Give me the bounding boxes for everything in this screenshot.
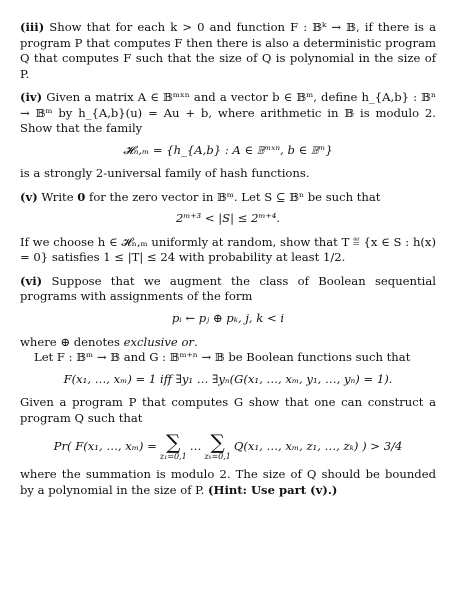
closing-text: where the summation is modulo 2. The size of Q should be bounded by a polynomial in the size of P. (20, 467, 436, 497)
part-vi-paragraph (20, 274, 436, 305)
probability-rhs: Q(x₁, …, xₘ, z₁, …, zₖ) ) > 3/4 (233, 438, 403, 453)
xor-definition (20, 335, 436, 351)
given-program-text: Given a program P that computes G show that one can construct a program Q such that (20, 395, 436, 425)
summation-2-subscript: zₖ=0,1 (204, 452, 231, 462)
probability-lhs: Pr( F(x₁, …, xₘ) = (53, 438, 157, 453)
hint-text: (Hint: Use part (v).) (208, 482, 338, 497)
closing-paragraph (20, 467, 436, 498)
part-vi-label: (vi) (20, 273, 43, 288)
part-iv (20, 90, 436, 182)
part-vi (20, 274, 436, 498)
exclusive-or-term: exclusive or (123, 334, 194, 349)
part-v-paragraph (20, 190, 436, 206)
xor-definition-post: . (193, 334, 198, 349)
part-iv-text: Given a matrix A ∈ 𝔹ᵐˣⁿ and a vector b ∈ 𝔹ᵐ, define h_{A,b} : 𝔹ⁿ → 𝔹ᵐ by h_{A,b}(u) = Au + b, where arithmetic in 𝔹 is modulo 2. Show that the family (20, 90, 436, 136)
summation-1-subscript: z₁=0,1 (159, 452, 187, 462)
part-v-label: (v) (20, 189, 38, 204)
zero-vector-symbol: 0 (77, 189, 86, 204)
part-v-conclusion: If we choose h ∈ 𝓗ₙ,ₘ uniformly at random, show that T ≝ {x ∈ S : h(x) = 0} satisfies 1 ≤ |T| ≤ 24 with probability at least 1/2. (20, 234, 436, 265)
sigma-symbol-2: ∑ (210, 430, 225, 455)
part-iv-paragraph (20, 90, 436, 137)
part-v (20, 190, 436, 266)
summation-1 (160, 432, 187, 461)
part-v-text-pre: Write (41, 189, 78, 204)
part-vi-text: Suppose that we augment the class of Boolean sequential programs with assignments of the form (20, 273, 436, 304)
part-iii-paragraph (20, 20, 436, 82)
part-v-text-post: for the zero vector in 𝔹ᵐ. Let S ⊆ 𝔹ⁿ be such that (85, 189, 381, 204)
summation-2 (204, 432, 231, 461)
f-definition-equation: F(x₁, …, xₘ) = 1 iff ∃y₁ … ∃yₙ(G(x₁, …, xₘ, y₁, …, yₙ) = 1). (63, 371, 393, 386)
set-size-inequality: 2ᵐ⁺³ < |S| ≤ 2ᵐ⁺⁴. (175, 211, 281, 226)
sigma-symbol-1: ∑ (166, 430, 181, 455)
summation-dots: … (189, 438, 202, 453)
part-iv-conclusion: is a strongly 2-universal family of hash functions. (20, 166, 310, 181)
part-iii-text: Show that for each k > 0 and function F : 𝔹ᵏ → 𝔹, if there is a program P that computes F then there is also a deterministic program Q that computes F such that the size of Q is polynomial in the size of P. (20, 20, 436, 81)
xor-definition-pre: where ⊕ denotes (20, 334, 124, 349)
part-iii-label: (iii) (20, 20, 45, 34)
part-iv-label: (iv) (20, 90, 43, 105)
boolean-functions-text: Let F : 𝔹ᵐ → 𝔹 and G : 𝔹ᵐ⁺ⁿ → 𝔹 be Boolean functions such that (34, 350, 411, 365)
xor-assignment-equation: pᵢ ← pⱼ ⊕ pₖ, j, k < i (171, 310, 285, 325)
probability-equation (20, 432, 436, 461)
hash-family-equation: 𝓗ₙ,ₘ = {h_{A,b} : A ∈ 𝔹ᵐˣⁿ, b ∈ 𝔹ᵐ} (123, 142, 333, 157)
